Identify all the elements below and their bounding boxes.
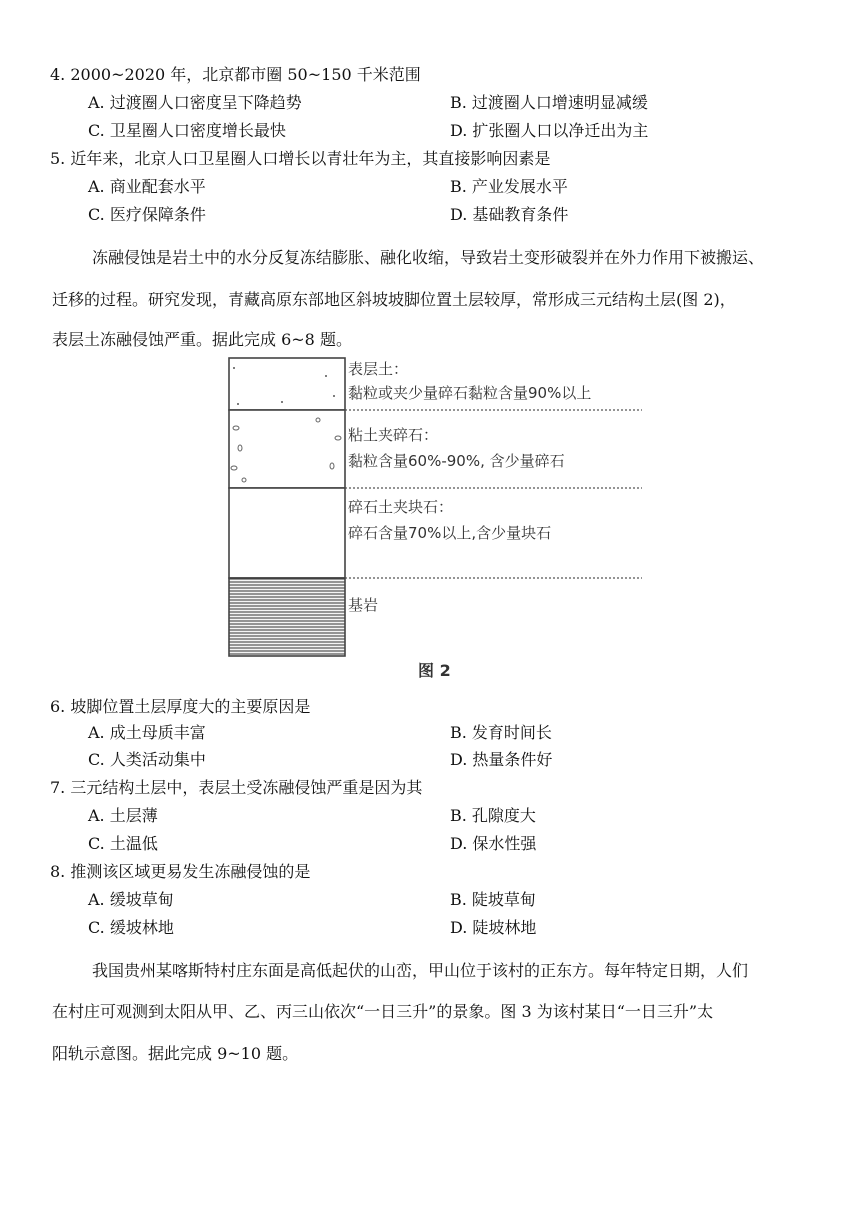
question-4-option-c: C. 卫星圈人口密度增长最快 (88, 121, 286, 140)
question-5-option-c: C. 医疗保障条件 (88, 205, 206, 224)
layer-2-desc: 黏粒含量60%-90%, 含少量碎石 (348, 452, 565, 470)
question-5-option-d: D. 基础教育条件 (450, 205, 569, 224)
layer-4-name: 基岩 (348, 596, 379, 614)
question-7-option-d: D. 保水性强 (450, 834, 537, 853)
passage-1-line-1: 冻融侵蚀是岩土中的水分反复冻结膨胀、融化收缩，导致岩土变形破裂并在外力作用下被搬运、 (92, 248, 765, 267)
question-7-option-a: A. 土层薄 (88, 806, 158, 825)
layer-1-desc: 黏粒或夹少量碎石黏粒含量90%以上 (348, 384, 592, 402)
soil-profile-figure (222, 356, 652, 686)
question-5-option-a: A. 商业配套水平 (88, 177, 206, 196)
soil-column-clay-gravel-layer (229, 410, 345, 488)
question-7-option-b: B. 孔隙度大 (450, 806, 536, 825)
question-8-option-c: C. 缓坡林地 (88, 918, 174, 937)
question-6-option-a: A. 成土母质丰富 (88, 723, 206, 742)
passage-1-line-2: 迁移的过程。研究发现，青藏高原东部地区斜坡坡脚位置土层较厚，常形成三元结构土层(图 2)， (52, 290, 736, 309)
layer-3-name: 碎石土夹块石： (348, 498, 454, 516)
question-6-option-d: D. 热量条件好 (450, 750, 553, 769)
question-4-stem: 4. 2000~2020 年，北京都市圈 50~150 千米范围 (50, 65, 421, 84)
question-6-option-c: C. 人类活动集中 (88, 750, 206, 769)
question-6-stem: 6. 坡脚位置土层厚度大的主要原因是 (50, 697, 311, 716)
passage-2-line-1: 我国贵州某喀斯特村庄东面是高低起伏的山峦，甲山位于该村的正东方。每年特定日期，人们 (92, 961, 749, 980)
question-4-option-d: D. 扩张圈人口以净迁出为主 (450, 121, 649, 140)
question-8-stem: 8. 推测该区域更易发生冻融侵蚀的是 (50, 862, 311, 881)
question-4-option-a: A. 过渡圈人口密度呈下降趋势 (88, 93, 302, 112)
question-7-option-c: C. 土温低 (88, 834, 158, 853)
layer-1-name: 表层土： (348, 360, 409, 378)
question-6-option-b: B. 发育时间长 (450, 723, 552, 742)
question-5-option-b: B. 产业发展水平 (450, 177, 568, 196)
soil-column-surface-layer (229, 358, 345, 410)
question-8-option-a: A. 缓坡草甸 (88, 890, 174, 909)
passage-2-line-3: 阳轨示意图。据此完成 9~10 题。 (52, 1044, 299, 1063)
layer-3-desc: 碎石含量70%以上,含少量块石 (348, 524, 552, 542)
question-4-option-b: B. 过渡圈人口增速明显减缓 (450, 93, 648, 112)
passage-1-line-3: 表层土冻融侵蚀严重。据此完成 6~8 题。 (52, 330, 352, 349)
question-7-stem: 7. 三元结构土层中，表层土受冻融侵蚀严重是因为其 (50, 778, 423, 797)
soil-column-gravel-block-layer (229, 488, 345, 578)
layer-2-name: 粘土夹碎石： (348, 426, 439, 444)
figure-2-caption: 图 2 (418, 661, 451, 680)
passage-2-line-2: 在村庄可观测到太阳从甲、乙、丙三山依次“一日三升”的景象。图 3 为该村某日“一日三升”太 (52, 1002, 714, 1021)
soil-column-bedrock (229, 578, 345, 656)
question-8-option-d: D. 陡坡林地 (450, 918, 537, 937)
question-5-stem: 5. 近年来，北京人口卫星圈人口增长以青壮年为主，其直接影响因素是 (50, 149, 551, 168)
question-8-option-b: B. 陡坡草甸 (450, 890, 536, 909)
